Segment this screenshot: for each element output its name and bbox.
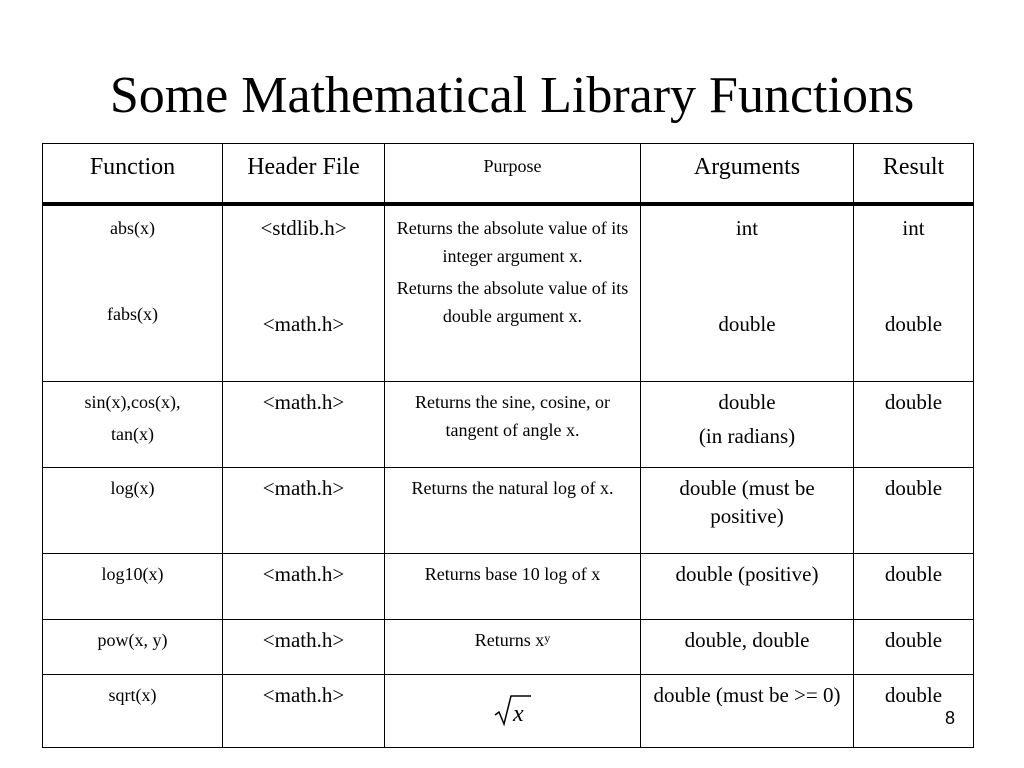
table-row (43, 468, 974, 554)
cell-arguments (641, 620, 854, 675)
cell-arguments (641, 468, 854, 554)
header-purpose: Purpose (385, 144, 641, 204)
table-row (43, 204, 974, 382)
sqrt-expression (389, 675, 636, 734)
slide-title: Some Mathematical Library Functions (109, 67, 915, 124)
function-value: log(x) (110, 478, 155, 498)
cell-purpose (385, 675, 641, 748)
arguments-value: double (must be >= 0) (653, 683, 841, 707)
result-int: int (902, 215, 925, 240)
arguments-value: double (718, 390, 776, 414)
result-value: double (884, 562, 943, 586)
cell-purpose (385, 468, 641, 554)
header-function: Function (43, 144, 223, 204)
cell-header (223, 554, 385, 620)
cell-purpose (385, 204, 641, 382)
function-sin-cos: sin(x),cos(x), (84, 392, 181, 412)
cell-function (43, 675, 223, 748)
header-value: <math.h> (262, 683, 345, 707)
cell-header (223, 675, 385, 748)
cell-header (223, 382, 385, 468)
cell-header (223, 620, 385, 675)
arguments-value: double, double (684, 628, 810, 652)
cell-arguments (641, 204, 854, 382)
cell-function (43, 382, 223, 468)
function-value: log10(x) (101, 564, 164, 584)
purpose-value: Returns the sine, cosine, or tangent of angle x. (415, 392, 610, 440)
function-tan: tan(x) (111, 424, 154, 444)
header-value: <math.h> (262, 476, 345, 500)
function-value: pow(x, y) (97, 630, 168, 650)
purpose-superscript: y (544, 631, 551, 645)
table-row (43, 382, 974, 468)
math-functions-table (42, 143, 974, 748)
header-math: <math.h> (262, 311, 345, 336)
function-value: sqrt(x) (108, 685, 157, 705)
cell-result (854, 204, 974, 382)
cell-result (854, 620, 974, 675)
header-stdlib: <stdlib.h> (260, 215, 347, 240)
arguments-int: int (735, 215, 759, 240)
purpose-text: Returns x (474, 630, 545, 650)
cell-purpose (385, 620, 641, 675)
table-row (43, 620, 974, 675)
result-value: double (884, 683, 943, 707)
cell-result (854, 554, 974, 620)
header-header-file: Header File (223, 144, 385, 204)
header-result: Result (854, 144, 974, 204)
purpose-value: Returns base 10 log of x (424, 564, 601, 584)
cell-purpose (385, 554, 641, 620)
cell-header (223, 468, 385, 554)
cell-result (854, 382, 974, 468)
arguments-note: (in radians) (698, 424, 796, 448)
table-header-row (43, 144, 974, 204)
cell-function (43, 620, 223, 675)
purpose-abs: Returns the absolute value of its integer argument x. (396, 217, 629, 266)
arguments-double: double (718, 311, 776, 336)
cell-result (854, 468, 974, 554)
cell-header (223, 204, 385, 382)
arguments-value: double (must be positive) (679, 476, 815, 528)
header-value: <math.h> (262, 390, 345, 414)
result-value: double (884, 628, 943, 652)
cell-purpose (385, 382, 641, 468)
header-arguments: Arguments (641, 144, 854, 204)
result-value: double (884, 476, 943, 500)
cell-arguments (641, 382, 854, 468)
cell-function (43, 554, 223, 620)
cell-arguments (641, 675, 854, 748)
header-value: <math.h> (262, 562, 345, 586)
sqrt-variable: x (512, 701, 524, 727)
cell-result (854, 675, 974, 748)
header-value: <math.h> (262, 628, 345, 652)
cell-function (43, 204, 223, 382)
result-value: double (884, 390, 943, 414)
table-row (43, 675, 974, 748)
function-abs: abs(x) (110, 217, 155, 238)
cell-function (43, 468, 223, 554)
result-double: double (884, 311, 943, 336)
purpose-value: Returns the natural log of x. (411, 478, 614, 498)
page-number: 8 (945, 708, 956, 728)
purpose-fabs: Returns the absolute value of its double argument x. (396, 277, 629, 326)
cell-arguments (641, 554, 854, 620)
square-root-icon (493, 693, 533, 729)
function-fabs: fabs(x) (107, 303, 158, 324)
arguments-value: double (positive) (675, 562, 819, 586)
table-row (43, 554, 974, 620)
purpose-value (389, 626, 636, 654)
